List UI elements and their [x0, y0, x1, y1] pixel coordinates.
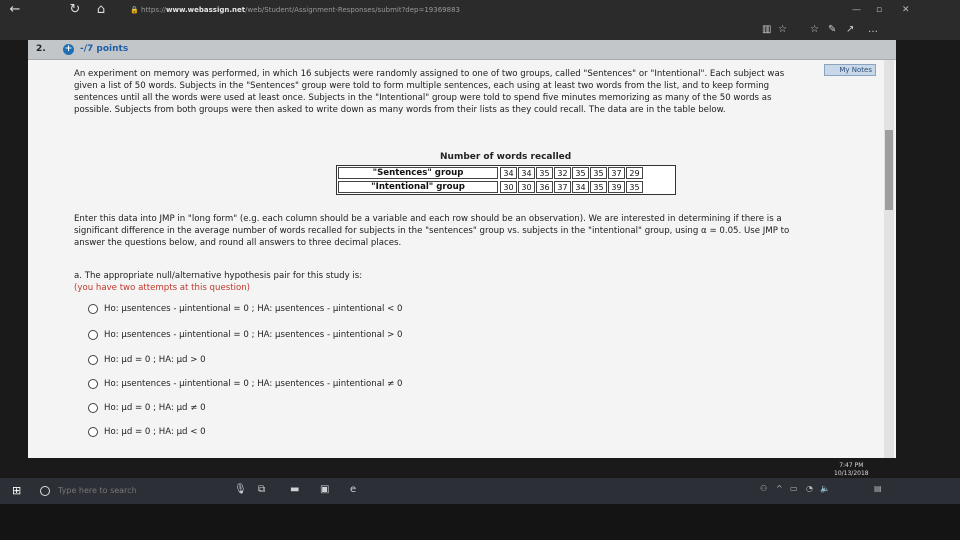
- share-icon[interactable]: ↗: [846, 24, 855, 35]
- screen-bezel: [0, 504, 960, 540]
- table-cell: 37: [608, 167, 625, 179]
- question-text-line: possible. Subjects from both groups were then asked to write down as many words from their lists as they could recall. The data are in the table below.: [74, 105, 726, 115]
- radio-button[interactable]: [88, 403, 98, 413]
- table-cell: 36: [536, 181, 553, 193]
- store-icon[interactable]: ▣: [320, 484, 330, 495]
- table-cell: 35: [590, 167, 607, 179]
- my-notes-button[interactable]: My Notes: [824, 64, 876, 76]
- battery-icon[interactable]: ▭: [790, 484, 798, 493]
- close-icon[interactable]: ✕: [902, 5, 910, 15]
- address-bar[interactable]: [130, 2, 850, 18]
- lock-icon: 🔒: [130, 6, 139, 14]
- url-host: www.webassign.net: [166, 6, 246, 14]
- option-label: Ho: μd = 0 ; HA: μd < 0: [104, 427, 206, 437]
- back-arrow-icon[interactable]: ←: [9, 2, 21, 17]
- pen-icon[interactable]: ✎: [828, 24, 837, 35]
- table-row: [337, 180, 675, 194]
- row-label-sentences: "Sentences" group: [338, 167, 498, 179]
- table-cell: 30: [500, 181, 517, 193]
- table-cell: 39: [608, 181, 625, 193]
- table-cell: 34: [518, 167, 535, 179]
- favorite-star-icon[interactable]: ☆: [778, 24, 787, 35]
- cortana-icon: [40, 486, 50, 496]
- part-a-prompt: a. The appropriate null/alternative hypothesis pair for this study is:: [74, 271, 363, 281]
- data-table-title: Number of words recalled: [440, 152, 572, 162]
- home-icon[interactable]: ⌂: [96, 2, 106, 17]
- instructions-line: answer the questions below, and round all answers to three decimal places.: [74, 238, 402, 248]
- option-label: Ho: μsentences - μintentional = 0 ; HA: μsentences - μintentional > 0: [104, 330, 403, 340]
- reading-view-icon[interactable]: ▥: [762, 24, 772, 35]
- table-cell: 35: [536, 167, 553, 179]
- clock-date: 10/13/2018: [834, 470, 869, 477]
- option-label: Ho: μsentences - μintentional = 0 ; HA: μsentences - μintentional < 0: [104, 304, 403, 314]
- option-label: Ho: μd = 0 ; HA: μd > 0: [104, 355, 206, 365]
- edge-browser-icon[interactable]: e: [350, 484, 357, 495]
- refresh-icon[interactable]: ↻: [69, 2, 81, 17]
- volume-icon[interactable]: 🔈: [820, 484, 830, 493]
- url-scheme: https://: [140, 6, 167, 14]
- scrollbar-thumb[interactable]: [885, 130, 893, 210]
- row-label-intentional: "Intentional" group: [338, 181, 498, 193]
- table-cell: 32: [554, 167, 571, 179]
- people-icon[interactable]: ⚇: [760, 484, 768, 493]
- question-header: [28, 40, 896, 60]
- question-text-line: An experiment on memory was performed, in which 16 subjects were randomly assigned to one of two groups, called "Sentences" or "Intentional". Each subject was: [74, 69, 785, 79]
- question-text-line: sentences until all the words were used at least once. Subjects in the "Intentional" group were told to spend five minutes memorizing as many of the 50 words as: [74, 93, 772, 103]
- favorites-icon[interactable]: ☆: [810, 24, 819, 35]
- table-cell: 30: [518, 181, 535, 193]
- table-cell: 35: [626, 181, 643, 193]
- table-cell: 29: [626, 167, 643, 179]
- instructions-line: Enter this data into JMP in "long form" (e.g. each column should be a variable and each row should be an observation). We are interested in determining if there is a: [74, 214, 782, 224]
- taskbar-search[interactable]: [36, 481, 226, 501]
- data-table: [336, 165, 676, 195]
- radio-button[interactable]: [88, 355, 98, 365]
- tray-chevron-icon[interactable]: ^: [776, 484, 783, 493]
- expand-plus-icon[interactable]: +: [64, 44, 73, 54]
- table-cell: 35: [572, 167, 589, 179]
- more-icon[interactable]: …: [868, 24, 878, 35]
- notifications-icon[interactable]: ▤: [874, 484, 882, 493]
- table-row: [337, 166, 675, 180]
- table-cell: 37: [554, 181, 571, 193]
- table-cell: 34: [500, 167, 517, 179]
- microphone-icon[interactable]: 🎙: [234, 484, 247, 495]
- network-icon[interactable]: ◔: [806, 484, 813, 493]
- radio-button[interactable]: [88, 379, 98, 389]
- question-panel: [28, 40, 896, 458]
- radio-button[interactable]: [88, 330, 98, 340]
- radio-button[interactable]: [88, 427, 98, 437]
- minimize-icon[interactable]: —: [852, 5, 861, 15]
- radio-button[interactable]: [88, 304, 98, 314]
- question-text-line: given a list of 50 words. Subjects in the "Sentences" group were told to form multiple sentences, each using at least two words from the list, and to keep forming: [74, 81, 770, 91]
- scrollbar[interactable]: [884, 60, 894, 458]
- option-label: Ho: μd = 0 ; HA: μd ≠ 0: [104, 403, 206, 413]
- windows-start-icon[interactable]: ⊞: [12, 484, 22, 497]
- search-placeholder: Type here to search: [58, 486, 137, 495]
- option-label: Ho: μsentences - μintentional = 0 ; HA: μsentences - μintentional ≠ 0: [104, 379, 403, 389]
- attempts-note: (you have two attempts at this question): [74, 283, 251, 293]
- taskbar: [0, 478, 960, 504]
- system-clock[interactable]: [834, 462, 869, 478]
- url-path: /web/Student/Assignment-Responses/submit?dep=19369883: [245, 6, 460, 14]
- clock-time: 7:47 PM: [839, 462, 864, 469]
- task-view-icon[interactable]: ⧉: [258, 484, 266, 495]
- question-points: -/7 points: [80, 44, 129, 54]
- table-cell: 34: [572, 181, 589, 193]
- table-cell: 35: [590, 181, 607, 193]
- file-explorer-icon[interactable]: ▬: [290, 484, 300, 495]
- browser-chrome: [0, 0, 960, 40]
- instructions-line: significant difference in the average number of words recalled for subjects in the "sentences" group vs. subjects in the "intentional" group, using α = 0.05. Use JMP to: [74, 226, 790, 236]
- restore-icon[interactable]: ▫: [876, 5, 883, 15]
- question-number: 2.: [36, 44, 46, 54]
